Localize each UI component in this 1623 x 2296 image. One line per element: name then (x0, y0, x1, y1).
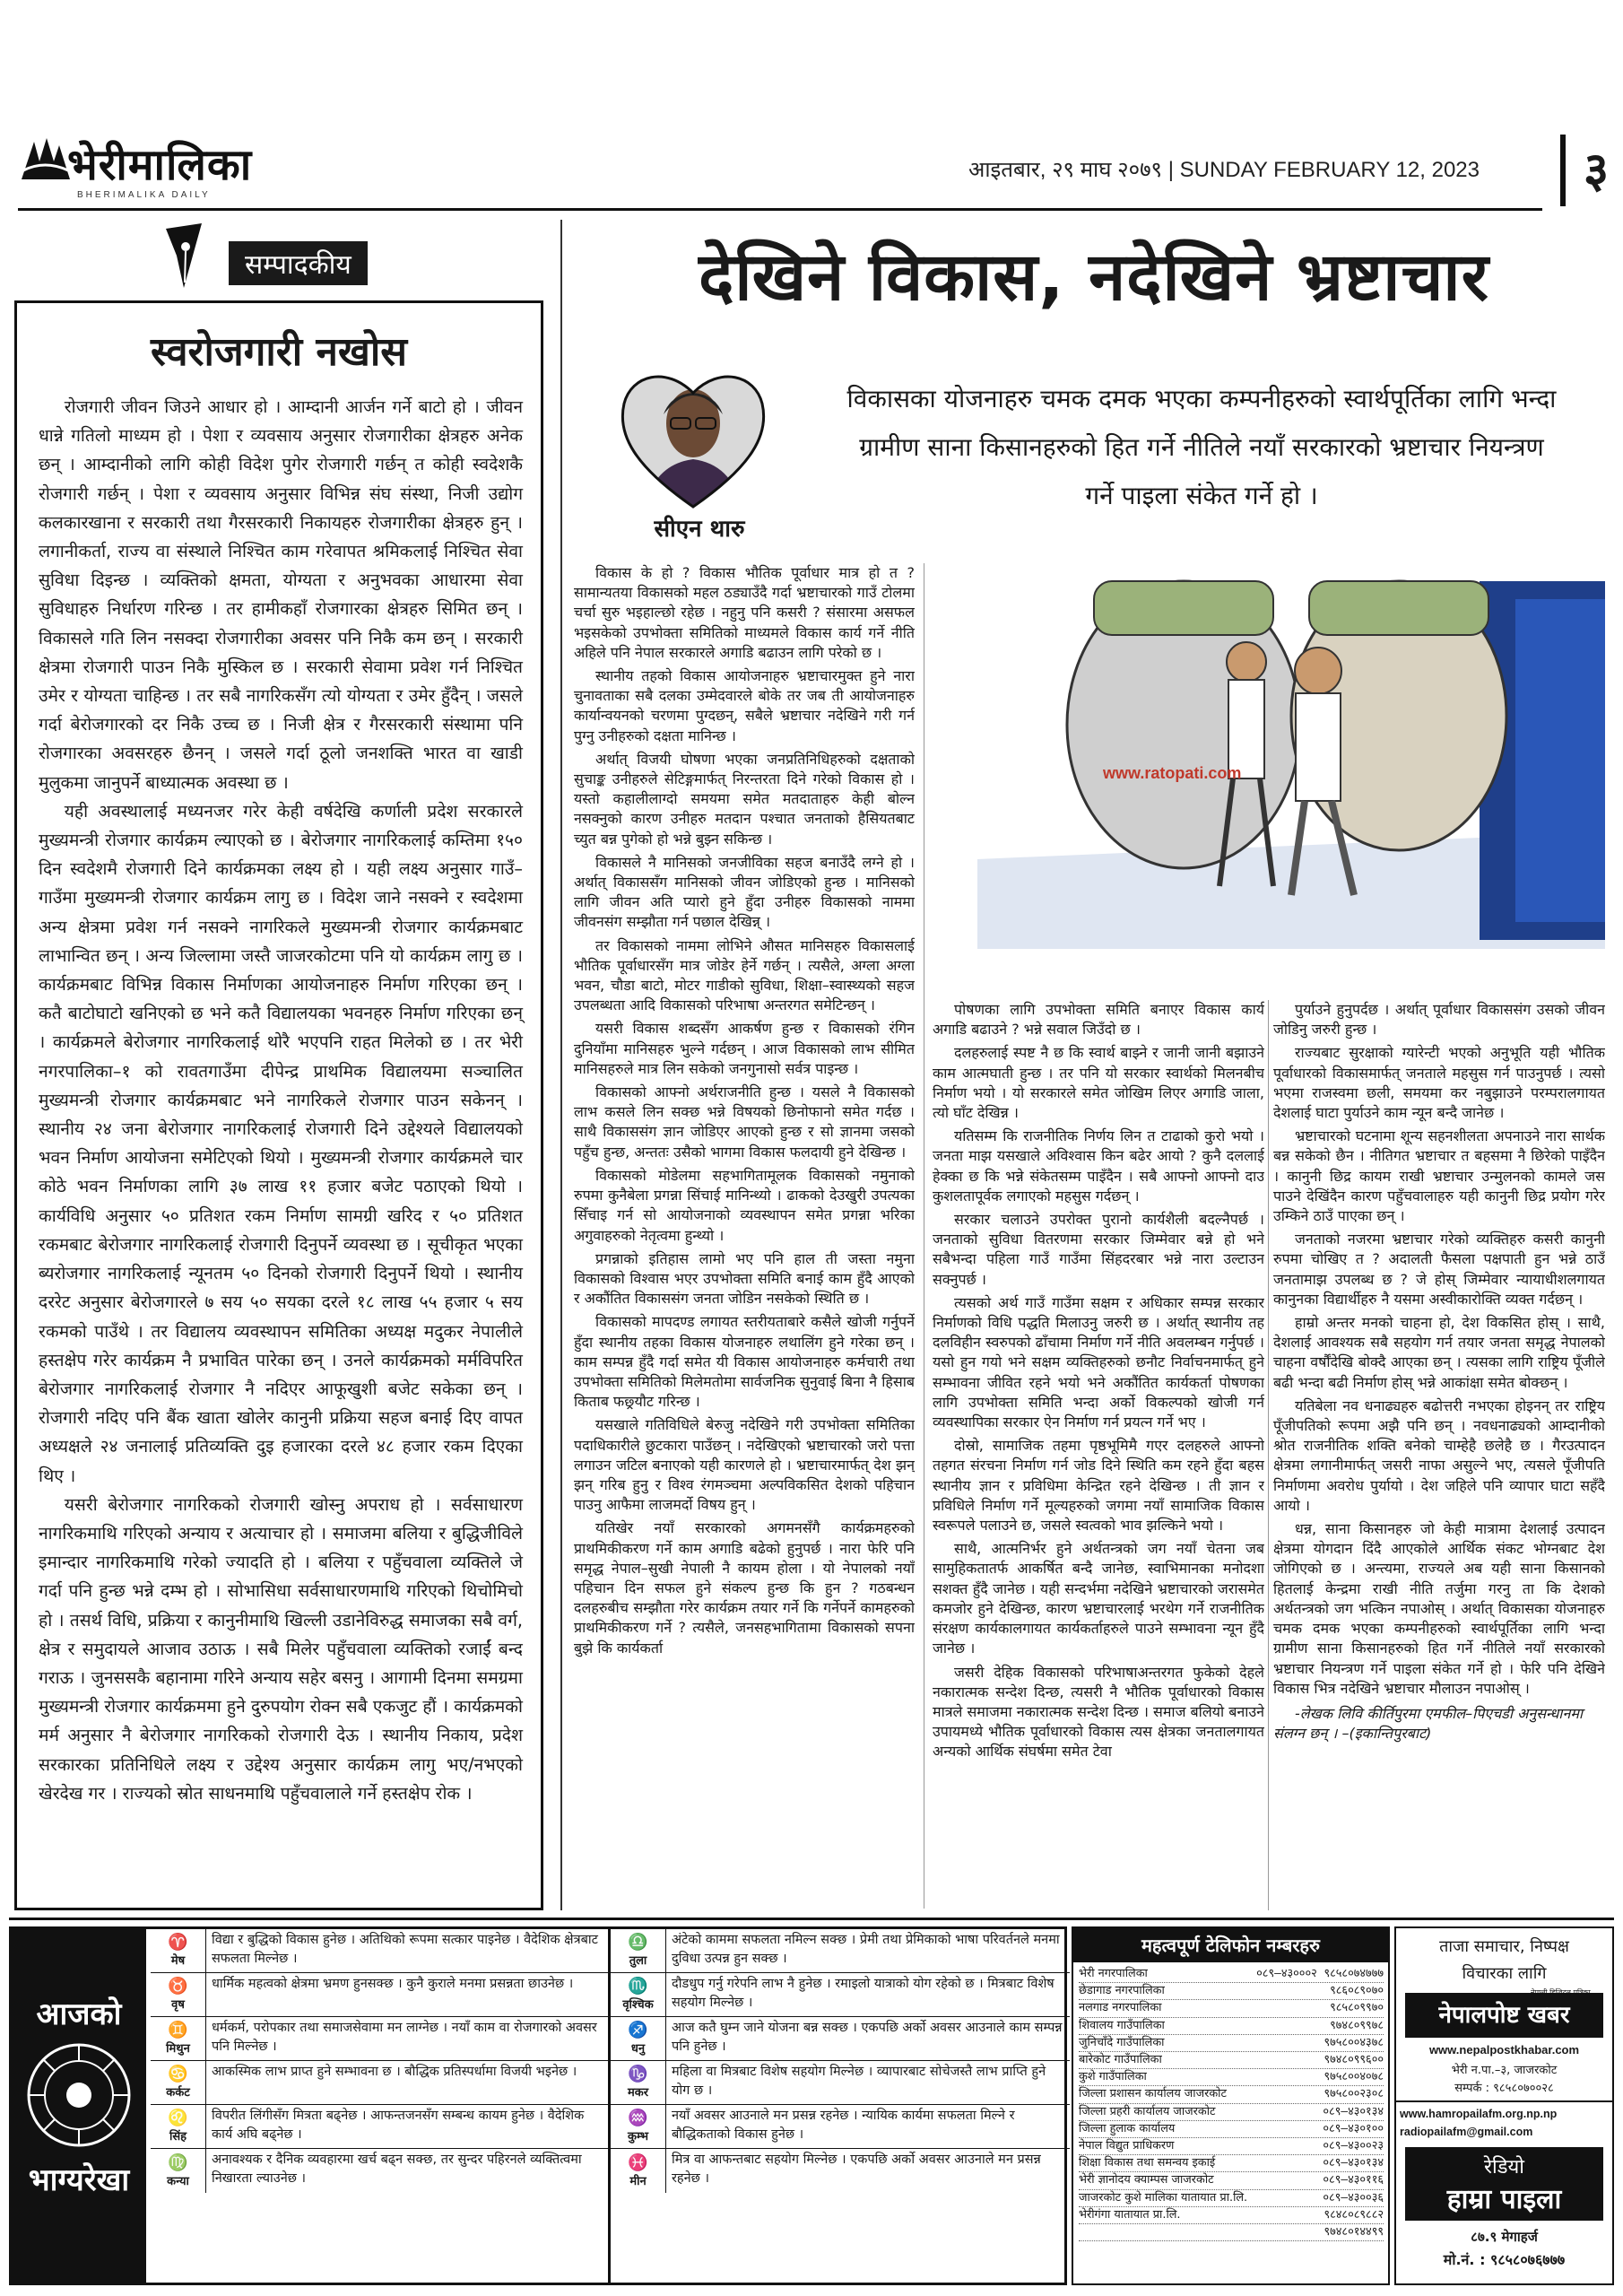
phone-directory (1072, 1926, 1390, 2285)
cancer-icon: ♋ (168, 2065, 188, 2083)
ad-nepalpost-phone: सम्पर्क : ९८५८०७००२८ (1454, 2082, 1554, 2095)
horoscope-row (611, 2061, 1070, 2105)
editorial-section-label: सम्पादकीय (229, 241, 368, 285)
phone-row (1079, 2155, 1384, 2172)
phone-entity: कुशे गाउँपालिका (1079, 2070, 1147, 2084)
horoscope-text: आज कतै घुम्न जाने योजना बन्न सक्छ । एकपछि अर्को अवसर आउनाले काम सम्पन्न पनि हुनेछ । (672, 2021, 1063, 2054)
horoscope-text: नयाँ अवसर आउनाले मन प्रसन्न रहनेछ । न्यायिक कार्यमा सफलता मिल्ने र बौद्धिकताको विकास हुनेछ । (672, 2109, 1015, 2142)
phone-number: ९७५८००४३७८ (1324, 2035, 1384, 2049)
horoscope-row (151, 1973, 610, 2017)
horoscope-row (611, 2105, 1070, 2149)
article-paragraph: विकास के हो ? विकास भौतिक पूर्वाधार मात्र हो त ? सामान्यतया विकासको महल ठड्याउँदै गर्दा भ्रष्टाचारको गाउँ टोलमा चर्चा सुरु भइहाल्छो रहेछ । नहुनु पनि कसरी ? संसारमा असफल भइसकेको उपभोक्ता समितिको माध्यमले विकास कार्य गर्ने नीति अहिले पनि नेपाल सरकारले अगाडि बढाउन लागि परेको छ । (574, 564, 915, 661)
phone-row (1079, 2086, 1384, 2103)
editorial-label-group (157, 220, 363, 291)
horoscope-title-top: आजको (36, 1996, 122, 2032)
column-divider (560, 220, 562, 1910)
phone-entity: भेरीगंगा यातायात प्रा.लि. (1079, 2207, 1181, 2222)
zodiac-sign: ♉ वृष (151, 1973, 206, 2016)
ad-nepalpost-website[interactable]: www.nepalpostkhabar.com (1428, 2043, 1580, 2057)
article-paragraph: भ्रष्टाचारको घटनामा शून्य सहनशीलता अपनाउने नारा सार्थक बन्न सकेको छैन । नीतिगत भ्रष्टाचार त बहसमा नै छिरेको पाइँदैन । कानुनी छिद्र कायम राखी भ्रष्टाचार उन्मुलनको कामले जस पाउने देखिंदैन कारण पहुँचवालाहरु यही कानुनी छिद्र प्रयोग गरेर उम्किने ठाउँ पाएका छन् । (1273, 1127, 1605, 1225)
phone-number: ९८५८०९९७० (1330, 2001, 1384, 2015)
article-paragraph: धन्न, साना किसानहरु जो केही मात्रामा देशलाई उत्पादन क्षेत्रमा योगदान दिंदै आएकोले आर्थिक संकट भोग्नबाट देश जोगिएको छ । अन्त्यमा, राज्यले अब यही साना किसानको हितलाई केन्द्रमा राखी नीति तर्जुमा गरनु ता कि देशको अर्थतन्त्रको जग भत्किन नपाओस् । अर्थात् विकासका योजनाहरु चमक दमक भएका कम्पनीहरुको स्वार्थपूर्तिका लागि भन्दा ग्रामीण साना किसानहरुको हित गर्ने नीतिले नयाँ सरकारको भ्रष्टाचार नियन्त्रण गर्ने पाइला संकेत गर्ने हो । फेरि पनि देखिने विकास भित्र नदेखिने भ्रष्टाचार मौलाउन नपाओस् । (1273, 1520, 1605, 1697)
newspaper-logo-subtitle: BHERIMALIKA DAILY (77, 190, 211, 200)
ad-radio-logo (1405, 2147, 1603, 2221)
editorial-paragraph: यसरी बेरोजगार नागरिकको रोजगारी खोस्नु अपराध हो । सर्वसाधारण नागरिकमाथि गरिएको अन्याय र अत्याचार हो । समाजमा बलिया र बुद्धिजीविले इमान्दार नागरिकमाथि गरेको ज्यादति हो । बलिया र पहुँचवाला व्यक्तिले जे गर्दा पनि हुन्छ भन्ने दम्भ हो । सोभासिधा सर्वसाधारणमाथि गरिएको थिचोमिचो हो । तसर्थ विधि, प्रक्रिया र कानुनीमाथि खिल्ली उडानेविरुद्ध समाजका सबै वर्ग, क्षेत्र र समुदायले आजाव उठाऊ । सबै मिलेर पहुँचवाला व्यक्तिको रजाईं बन्द गराऊ । जुनससकै बहानामा गरिने अन्याय सहेर बसनु । आगामी दिनमा समग्रमा मुख्यमन्त्री रोजगार कार्यक्रममा हुने दुरुपयोग रोक्न सबै एकजुट हौं । कार्यक्रमको मर्म अनुसार नै बेरोजगार नागरिकको रोजगारी देऊ । स्थानीय निकाय, प्रदेश सरकारका प्रतिनिधिले लक्ष्य र उद्देश्य अनुसार कार्यक्रम लागु भए/नभएको खेरदेख गर । राज्यको स्रोत साधनमाथि पहुँचवालाले गर्ने हस्तक्षेप रोक । (39, 1493, 523, 1804)
article-paragraph: दोस्रो, सामाजिक तहमा पृष्ठभूमिमै गएर दलहरुले आफ्नो तहगत संरचना निर्माण गर्न जोड दिने स्थिति कम रहने हुँदा बहस स्थानीय ज्ञान र प्रविधिमा केन्द्रित रहने देखिन्छ । ती ज्ञान र प्रविधिले निर्माण गर्ने मूल्यहरुको जगमा नयाँ सामाजिक विकास स्वरूपले पलाउने छ, जसले स्वत्वको भाव झल्किने भयो । (933, 1437, 1264, 1535)
phone-row (1079, 2000, 1384, 2017)
phone-number: ०८९–४३०१३४ (1323, 2156, 1384, 2170)
article-paragraph: यतिखेर नयाँ सरकारको अगमनसँगै कार्यक्रमहरुको प्राथमिकीकरण गर्ने काम अगाडि बढेको हुनुपर्छ । नारा फेरि पनि समृद्ध नेपाल–सुखी नेपाली नै कायम होला । यो नेपालको नयाँ पहिचान दिन सफल हुने संकल्प हुन्छ कि हुन ? गठबन्धन दलहरुबीच सम्झौता गरेर कार्यक्रम तयार गर्ने कि गर्नेपर्ने कामहरुको प्राथमिकीकरण गर्ने ? त्यसैले, जनसहभागितामा विकासको सपना बुझे कि कार्यकर्ता (574, 1519, 915, 1657)
zodiac-sign: ♐ धनु (611, 2017, 666, 2060)
zodiac-wheel-icon (25, 2041, 133, 2149)
zodiac-sign: ♌ सिंह (151, 2105, 206, 2148)
phone-number: ०८९–४३००२३ (1323, 2139, 1384, 2153)
article-paragraph: अर्थात् विजयी घोषणा भएका जनप्रतिनिधिहरुको दक्षताको सुचाङ्क उनीहरुले सेटिङ्गमार्फत् निरन्तरता दिने गरेको विकास हो । यस्तो कहालीलाग्दो समयमा समेत मतदाताहरु केही बोल्न नसक्नुको कारण उनीहरु मतदान पश्चात जनताको हैसियतबाट च्युत बन्न पुगेको हो भन्ने बुझ्न सकिन्छ । (574, 750, 915, 848)
cartoon-illustration (977, 563, 1605, 949)
editorial-paragraph: यही अवस्थालाई मध्यनजर गरेर केही वर्षदेखि कर्णाली प्रदेश सरकारले मुख्यमन्त्री रोजगार कार्यक्रम ल्याएको छ । बेरोजगार नागरिकलाई कम्तिमा १५० दिन स्वदेशमै रोजगारी दिने कार्यक्रमका लक्ष्य हो । यही लक्ष्य अनुसार गाउँ–गाउँमा मुख्यमन्त्री रोजगार कार्यक्रम लागु छ । विदेश जाने नसक्ने र स्वदेशमा अन्य क्षेत्रमा प्रवेश गर्न नसक्ने नागरिकले मुख्यमन्त्री रोजगार कार्यक्रमबाट लाभान्वित छन् । अन्य जिल्लामा जस्तै जाजरकोटमा पनि यो कार्यक्रम लागु छ । कार्यक्रमबाट विभिन्न विकास निर्माणका आयोजनाहरु निर्माण गरिएका छन् । कतै बाटोघाटो खनिएको छ भने कतै विद्यालयका भवनहरु निर्माण गरिएका छन् । कार्यक्रमले बेरोजगार नागरिकलाई थोरै भएपनि राहत मिलेको छ । तर भेरी नगरपालिका–१ को रावतगाउँमा दीपेन्द्र प्राथमिक विद्यालयमा सञ्चालित मुख्यमन्त्री रोजगार कार्यक्रमबाट भने नागरिकले रोजगार पाउन सकेनन् । स्थानीय २४ जना बेरोजगार नागरिकलाई रोजगारी दिने उद्देश्यले विद्यालयको भवन निर्माण आयोजना समेटिएको थियो । मुख्यमन्त्री रोजगार कार्यक्रमले चार कोठे भवन निर्माणका लागि ३७ लाख ११ हजार बजेट पठाएको थियो । कार्यविधि अनुसार ५० प्रतिशत रकम निर्माण सामग्री खरिद र ५० प्रतिशत रकमबाट बेरोजगार नागरिकलाई रोजगारी दिनुपर्ने व्यवस्था छ । सूचीकृत भएका ब्यरोजगार नागरिकलाई न्यूनतम ५० दिनको रोजगारी दिनुपर्ने थियो । स्थानीय दररेट अनुसार बेरोजगारले ७ सय ५० सयका दरले १८ लाख ५५ हजार ५ सय रकमको पाउँथे । तर विद्यालय व्यवस्थापन समितिका अध्यक्ष मदुकर नेपालीले हस्तक्षेप गरेर कार्यक्रम नै प्रभावित पारेका छन् । उनले कार्यक्रमको मर्मविपरित बेरोजगार नागरिकलाई रोजगार नै नदिएर आफूखुशी बजेट सकेका छन् । रोजगारी नदिए पनि बैंक खाता खोलेर कानुनी प्रक्रिया सहज बनाई दिए वापत अध्यक्षले २४ जनालाई प्रतिव्यक्ति दुइ हजारका दरले ४८ हजार रकम दिएका थिए । (39, 800, 523, 1486)
bottom-band-rule (9, 1918, 1614, 1920)
phone-row (1079, 2069, 1384, 2086)
editorial-box (14, 300, 543, 1910)
phone-entity: बारेकोट गाउँपालिका (1079, 2053, 1162, 2067)
horoscope-right-column (611, 1929, 1070, 2193)
phone-number: ०८९–४३०११६ (1323, 2173, 1384, 2187)
phone-entity: भेरी ज्ञानोदय क्याम्पस जाजरकोट (1079, 2173, 1214, 2187)
article-paragraph: यतिसम्म कि राजनीतिक निर्णय लिन त टाढाको कुरो भयो । जनता माझ यसखाले अविश्वास किन बढेर आयो ? कुनै दललाई हेक्का छ कि भन्ने संकेतसम्म पाइँदैन । सबै आफ्नो आफ्नो दाउ कुशलतापूर्वक लगाएको महसुस गर्दछन् । (933, 1127, 1264, 1205)
phone-row (1079, 2104, 1384, 2121)
pen-nib-icon (157, 220, 211, 291)
horoscope-title-block (12, 1929, 146, 2283)
horoscope-text: महिला वा मित्रबाट विशेष सहयोग मिल्नेछ । व्यापारबाट सोचेजस्तै लाभ प्राप्ति हुने योग छ । (672, 2065, 1046, 2098)
horoscope-row (151, 2017, 610, 2061)
horoscope-title-bottom: भाग्यरेखा (28, 2162, 130, 2198)
libra-icon: ♎ (628, 1933, 648, 1952)
horoscope-row (611, 2017, 1070, 2061)
article-paragraph: विकासको मोडेलमा सहभागितामूलक विकासको नमुनाको रुपमा कुनैबेला प्रगन्ना सिंचाई मानिन्थ्यो । ढाकको देउखुरी उपत्यका सिँचाइ गर्न सो आयोजनाको व्यवस्थापन समेत प्रगन्ना भरिका अगुवाहरुको नेतृत्वमा हुन्थ्यो । (574, 1166, 915, 1244)
phone-row (1079, 1983, 1384, 2000)
scorpio-icon: ♏ (628, 1977, 648, 1996)
horoscope-row (151, 1929, 610, 1973)
ad-nepalpost-tag: नेपाली डिजिटल पत्रिका (1531, 1988, 1591, 1996)
article-headline: देखिने विकास, नदेखिने भ्रष्टाचार (699, 239, 1489, 316)
phone-directory-title: महत्वपूर्ण टेलिफोन नम्बरहरु (1073, 1928, 1388, 1962)
ad-radio-website[interactable]: www.hamropailafm.org.np.np (1400, 2108, 1558, 2120)
horoscope-text: विपरीत लिंगीसँग मित्रता बढ्नेछ । आफन्तजनसँग सम्बन्ध कायम हुनेछ । वैदेशिक कार्य अघि बढ्नेछ । (212, 2109, 585, 2142)
masthead-rule (18, 208, 1542, 211)
ad-nepalpost-address: भेरी न.पा.–३, जाजरकोट (1451, 2064, 1558, 2077)
ad-nepalpost-tagline: ताजा समाचार, निष्पक्ष (1439, 1937, 1569, 1956)
phone-number: ९७५८००२३०८ (1324, 2087, 1384, 2101)
phone-row (1079, 2138, 1384, 2155)
article-paragraph: यतिबेला नव धनाढ्यहरु बढोत्तरी नभएका होइनन् तर राष्ट्रिय पूँजीपतिको रूपमा अझै पनि छन् । नवधनाढ्यको आम्दानीको श्रोत राजनीतिक शक्ति बनेको चाम्हेहै छलेहै छ । गैरउत्पादन क्षेत्रमा लगानीमार्फत् जसरी नाफा असुल्ने भए, त्यसले पूँजीपति निर्माणमा अवरोध पुर्यायो । देश जहिले पनि व्यापार घाटा सहँदै आयो । (1273, 1396, 1605, 1514)
phone-row (1079, 2052, 1384, 2069)
newspaper-logo: भेरीमालिका (67, 140, 253, 190)
horoscope-text: अंटेको काममा सफलता नमिल्न सक्छ । प्रेमी तथा प्रेमिकाको भाषा परिवर्तनले मनमा दुविधा उत्पन्न हुन सक्छ । (672, 1933, 1060, 1966)
phone-row (1079, 1966, 1384, 1983)
ad-radio-frequency: ८७.९ मेगाहर्ज (1471, 2229, 1538, 2245)
phone-row (1079, 2207, 1384, 2224)
article-paragraph: पुर्याउने हुनुपर्दछ । अर्थात् पूर्वाधार विकाससंग उसको जीवन जोडिनु जरुरी हुन्छ । (1273, 1001, 1605, 1039)
zodiac-sign: ♊ मिथुन (151, 2017, 206, 2060)
ad-radio-label: रेडियो (1484, 2156, 1524, 2179)
logo-emblem-icon (18, 135, 74, 185)
phone-row (1079, 2190, 1384, 2207)
phone-entity: नेपाल विद्युत प्राधिकरण (1079, 2139, 1175, 2153)
horoscope-text: धर्मकर्म, परोपकार तथा समाजसेवामा मन लाग्नेछ । नयाँ काम वा रोजगारको अवसर पनि मिल्नेछ । (212, 2021, 597, 2054)
article-paragraph: राज्यबाट सुरक्षाको ग्यारेन्टी भएको अनुभूति यही भौतिक पूर्वाधारको विकासमार्फत् जनताले महसुस गर्न पाउनुपर्छ । त्यसो भएमा राजस्वमा छली, समयमा कर नबुझाउने परम्परालगायत देशलाई घाटा पुर्याउने काम न्यून बन्दै जानेछ । (1273, 1044, 1605, 1122)
horoscope-left-column (151, 1929, 610, 2193)
horoscope-text: आकस्मिक लाभ प्राप्त हुने सम्भावना छ । बौद्धिक प्रतिस्पर्धामा विजयी भइनेछ । (212, 2065, 577, 2079)
issue-date: आइतबार, २९ माघ २०७९ | SUNDAY FEBRUARY 12, 2023 (968, 158, 1480, 182)
taurus-icon: ♉ (168, 1977, 188, 1996)
article-paragraph: विकासको मापदण्ड लगायत स्तरीयताबारे कसैले खोजी गर्नुपर्ने हुँदा स्थानीय तहका विकास योजनाहरु लथालिंग हुने गरेका छन् । काम सम्पन्न हुँदै गर्दा समेत यी विकास आयोजनाहरु कर्मचारी तथा उपभोक्ता समितिको मिलेमतोमा सार्वजनिक सुनुवाई बिना नै हिसाब किताब फछ्र्यौट गरिन्छ । (574, 1313, 915, 1411)
phone-number: ९७४८०१४४९९ (1324, 2225, 1384, 2239)
horoscope-text: अनावश्यक र दैनिक व्यवहारमा खर्च बढ्न सक्छ, तर सुन्दर पहिरनले व्यक्तित्वमा निखारता ल्याउनेछ । (212, 2152, 582, 2186)
capricorn-icon: ♑ (628, 2065, 648, 2083)
phone-entity: शिवालय गाउँपालिका (1079, 2018, 1165, 2032)
article-column-1 (574, 563, 915, 1909)
author-name: सीएन थारु (654, 516, 745, 543)
phone-row (1079, 2224, 1384, 2241)
zodiac-sign: ♒ कुम्भ (611, 2105, 666, 2148)
zodiac-sign: ♏ वृश्चिक (611, 1973, 666, 2016)
article-paragraph: जसरी देहिक विकासको परिभाषाअन्तरगत फुकेको देहले नकारात्मक सन्देश दिन्छ, त्यसरी नै भौतिक पूर्वाधारको विकास मात्रले समाजमा नकारात्मक सन्देश दिन्छ । समाज बलियो बनाउने उपायमध्ये भौतिक पूर्वाधारको विकास त्यस क्षेत्रका जनतालगायत अन्यको आर्थिक संघर्षमा समेत टेवा (933, 1663, 1264, 1761)
leo-icon: ♌ (168, 2109, 188, 2127)
editorial-title: स्वरोजगारी नखोस (150, 329, 408, 375)
cartoon-credit: www.ratopati.com (1103, 764, 1242, 782)
phone-number: ९८४८०८९८८२ (1324, 2207, 1384, 2222)
article-column-2 (933, 1000, 1264, 1910)
sagittarius-icon: ♐ (628, 2021, 648, 2039)
gemini-icon: ♊ (168, 2021, 188, 2039)
phone-entity: भेरी नगरपालिका (1079, 1967, 1148, 1980)
article-paragraph: दलहरुलाई स्पष्ट नै छ कि स्वार्थ बाझ्ने र जानी जानी बझाउने काम आत्मघाती हुन्छ । तर पनि यो सरकार स्वार्थको मिलनबीच निर्माण भयो । यो सरकारले समेत जोखिम लिएर अगाडि जाला, त्यो घाँट देखिन्न । (933, 1044, 1264, 1122)
article-paragraph: साथै, आत्मनिर्भर हुने अर्थतन्त्रको जग नयाँ चेतना जब सामुहिकतातर्फ आकर्षित बन्दै जानेछ, स्वाभिमानका मनोदशा सशक्त हुँदै जानेछ । यही सन्दर्भमा नदेखिने भ्रष्टाचारको जरासमेत कमजोर हुने देखिन्छ, कारण भ्रष्टाचारलाई भरथेग गर्ने राजनीतिक संरक्षण कार्यकालगायत कार्यकर्ताहरुले पाउने सम्भावना न्यून हुँदै जानेछ । (933, 1540, 1264, 1657)
article-paragraph: हाम्रो अन्तर मनको चाहना हो, देश विकसित होस् । साथै, देशलाई आवश्यक सबै सहयोग गर्न तयार जनता समृद्ध नेपालको चाहना वर्षौंदेखि बोक्दै आएका छन् । त्यसका लागि राष्ट्रिय पूँजीले बढी भन्दा बढी निर्माण होस् भन्ने आकांक्षा समेत बोक्छन् । (1273, 1314, 1605, 1391)
phone-list (1079, 1966, 1384, 2241)
horoscope-row (151, 2149, 610, 2193)
phone-number: ०८९–४३०००२ ९८५८०७४७७७ (1256, 1967, 1384, 1980)
phone-number: ९७४८०९९७८ (1330, 2018, 1384, 2032)
zodiac-sign: ♋ कर्कट (151, 2061, 206, 2104)
author-photo (617, 359, 769, 511)
zodiac-sign: ♓ मीन (611, 2149, 666, 2193)
zodiac-sign: ♎ तुला (611, 1929, 666, 1972)
phone-entity: जुनिचाँदे गाउँपालिका (1079, 2035, 1165, 2049)
phone-row (1079, 2121, 1384, 2138)
masthead (18, 135, 1610, 206)
article-column-3 (1273, 1000, 1605, 1910)
author-note: -लेखक लिवि कीर्तिपुरमा एमफील–पिएचडी अनुसन्धानमा संलग्न छन् । –(इकान्तिपुरबाट) (1273, 1704, 1584, 1743)
horoscope-text: धार्मिक महत्वको क्षेत्रमा भ्रमण हुनसक्छ । कुनै कुराले मनमा प्रसन्नता छाउनेछ । (212, 1977, 574, 1991)
article-paragraph: स्थानीय तहको विकास आयोजनाहरु भ्रष्टाचारमुक्त हुने नारा चुनावताका सबै दलका उम्मेदवारले बोके तर जब ती आयोजनाहरु कार्यान्वयनको चरणमा पुग्दछन्, सबैले भ्रष्टाचार नदेखिने गरी गर्न पुग्नु उनीहरुको दक्षता मानिन्छ । (574, 667, 915, 744)
phone-number: ०८९–४३०१०० (1323, 2121, 1384, 2135)
phone-number: ९७४८०९९६०० (1324, 2053, 1384, 2067)
ad-nepalpost-tagline-2: विचारका लागि (1462, 1964, 1547, 1983)
horoscope-text: विद्या र बुद्धिको विकास हुनेछ । अतिथिको रूपमा सत्कार पाइनेछ । वैदेशिक क्षेत्रबाट सफलता मिल्नेछ । (212, 1933, 598, 1966)
zodiac-sign: ♑ मकर (611, 2061, 666, 2104)
article-paragraph: तर विकासको नाममा लोभिने औसत मानिसहरु विकासलाई भौतिक पूर्वाधारसँग मात्र जोडेर हेर्ने गर्छन् । त्यसैले, अग्ला अग्ला भवन, चौडा बाटो, मोटर गाडीको सुविधा, शिक्षा–स्वास्थ्यको सहज उपलब्धता आदि विकासको परिभाषा अन्तरगत समेटिन्छन् । (574, 936, 915, 1014)
article-paragraph: यसखाले गतिविधिले बेरुजु नदेखिने गरी उपभोक्ता समितिका पदाधिकारीले छुटकारा पाउँछन् । नदेखिएको भ्रष्टाचारको जरो पत्ता लगाउन जटिल बनाएको यही कारणले हो । भ्रष्टाचारमार्फत् देश झन् झन् गरिब हुनु र विश्व रंगमञ्चमा अल्पविकसित देशको पहिचान पाउनु आफैमा लाजमर्दो विषय हुन् । (574, 1416, 915, 1514)
column-divider (1268, 1000, 1269, 1910)
phone-row (1079, 2035, 1384, 2052)
masthead-divider (1560, 135, 1566, 206)
zodiac-sign: ♈ मेष (151, 1929, 206, 1972)
ad-divider (1396, 2100, 1612, 2102)
phone-entity: नलगाड नगरपालिका (1079, 2001, 1162, 2015)
ad-column (1394, 1926, 1614, 2285)
phone-entity: छेडागाड नगरपालिका (1079, 1984, 1165, 1998)
article-paragraph: सरकार चलाउने उपरोक्त पुरानो कार्यशैली बदल्नैपर्छ । जनताको सुविधा वितरणमा सरकार जिम्मेवार बन्ने हो भने सबैभन्दा पहिला गाउँ गाउँमा सिंहदरबार भन्ने नारा उल्टाउन सक्नुपर्छ । (933, 1211, 1264, 1288)
horoscope-row (611, 1929, 1070, 1973)
phone-entity: शिक्षा विकास तथा समन्वय इकाई (1079, 2156, 1216, 2170)
phone-number: ०८९–४३००३६ (1323, 2190, 1384, 2205)
phone-entity: जिल्ला प्रहरी कार्यालय जाजरकोट (1079, 2104, 1216, 2118)
article-paragraph: प्रगन्नाको इतिहास लामो भए पनि हाल ती जस्ता नमुना विकासको विश्वास भएर उपभोक्ता समिति बनाई काम हुँदै आएको र अकौंतित विकाससंग जनता जोडिन नसकेको स्थिति छ । (574, 1249, 915, 1308)
horoscope-text: दौडधुप गर्नु गरेपनि लाभ नै हुनेछ । रमाइलो यात्राको योग रहेको छ । मित्रबाट विशेष सहयोग मिल्नेछ । (672, 1977, 1055, 2010)
article-paragraph: पोषणका लागि उपभोक्ता समिति बनाएर विकास कार्य अगाडि बढाउने ? भन्ने सवाल जिउँदो छ । (933, 1001, 1264, 1039)
phone-number: ०८९–४३०१३४ (1323, 2104, 1384, 2118)
editorial-paragraph: रोजगारी जीवन जिउने आधार हो । आम्दानी आर्जन गर्ने बाटो हो । जीवन धान्ने गतिलो माध्यम हो । पेशा र व्यवसाय अनुसार रोजगारीका क्षेत्रहरु अनेक छन् । आम्दानीको लागि कोही विदेश पुगेर रोजगारी गर्छन् त कोही स्वदेशकै रोजगारी गर्छन् । पेशा र व्यवसाय अनुसार विभिन्न संघ संस्था, निजी उद्योग कलकारखाना र सरकारी तथा गैरसरकारी निकायहरु रोजगारीका क्षेत्रहरु हुन् । लगानीकर्ता, राज्य वा संस्थाले निश्चित काम गरेवापत श्रमिकलाई निश्चित सेवा सुविधा दिइन्छ । व्यक्तिको क्षमता, योग्यता र अनुभवका आधारमा सेवा सुविधाहरु निर्धारण गरिन्छ । तर हामीकहाँ रोजगारका क्षेत्रहरु सिमित छन् । विकासले गति लिन नसक्दा रोजगारीका अवसर पनि निकै कम छन् । सरकारी क्षेत्रमा रोजगारी पाउन निकै मुस्किल छ । सरकारी सेवामा प्रवेश गर्न निश्चित उमेर र योग्यता चाहिन्छ । तर सबै नागरिकसँग त्यो योग्यता र उमेर हुँदैन् । जसले गर्दा बेरोजगारको दर निकै उच्च छ । निजी क्षेत्र र गैरसरकारी संस्थामा पनि रोजगारका अवसरहरु छैनन् । जसले गर्दा ठूलो जनशक्ति भारत वा खाडी मुलुकमा जानुपर्ने बाध्यात्मक अवस्था छ । (39, 396, 523, 793)
editorial-body (39, 393, 523, 1808)
phone-entity: जिल्ला हुलाक कार्यालय (1079, 2121, 1176, 2135)
page-number: ३ (1584, 142, 1610, 198)
ad-radio-mobile: मो.नं. : ९८५८०७६७७७ (1443, 2251, 1566, 2268)
horoscope-row (611, 2149, 1070, 2193)
virgo-icon: ♍ (168, 2152, 188, 2172)
ad-nepalpost-logo: नेपालपोष्ट खबर (1405, 1993, 1603, 2038)
phone-entity: जिल्ला प्रशासन कार्यालय जाजरकोट (1079, 2087, 1227, 2101)
article-deck: विकासका योजनाहरु चमक दमक भएका कम्पनीहरुको स्वार्थपूर्तिका लागि भन्दा ग्रामीण साना किसानहरुको हित गर्ने नीतिले नयाँ सरकारको भ्रष्टाचार नियन्त्रण गर्ने पाइला संकेत गर्ने हो । (846, 384, 1557, 510)
ad-radio-email[interactable]: radiopailafm@gmail.com (1400, 2126, 1533, 2138)
horoscope-row (611, 1973, 1070, 2017)
phone-row (1079, 2018, 1384, 2035)
article-paragraph: विकासले नै मानिसको जनजीविका सहज बनाउँदै लग्ने हो । अर्थात् विकाससँग मानिसको जीवन जोडिएको हुन्छ । मानिसको लागि जीवन अति प्यारो हुने हुँदा उनीहरु विकासको नाममा जीवनसंग सम्झौता गर्न पछाल देखिन्न् । (574, 853, 915, 931)
phone-entity: जाजरकोट कुशे मालिका यातायात प्रा.लि. (1079, 2190, 1248, 2205)
pisces-icon: ♓ (628, 2152, 648, 2172)
horoscope-box (9, 1926, 1067, 2285)
article-paragraph: यसरी विकास शब्दसँग आकर्षण हुन्छ र विकासको रंगिन दुनियाँमा मानिसहरु भुल्ने गर्दछन् । आज विकासको लाभ सीमित मानिसहरुले मात्र लिन सकेको जनगुनासो सर्वत्र पाइन्छ । (574, 1020, 915, 1077)
aquarius-icon: ♒ (628, 2109, 648, 2127)
phone-number: ९८६०८९०७० (1330, 1984, 1384, 1998)
zodiac-sign: ♍ कन्या (151, 2149, 206, 2193)
ad-radio-name: हाम्रा पाइला (1446, 2184, 1562, 2215)
article-paragraph: त्यसको अर्थ गाउँ गाउँमा सक्षम र अधिकार सम्पन्न सरकार निर्माणको विधि पद्धति मिलाउनु जरुरी छ । अर्थात् स्थानीय तह दलविहीन स्वरुपको ढाँचामा निर्माण गर्ने नीति अवलम्बन गर्नुपर्छ । यसो हुन गयो भने सक्षम व्यक्तिहरुको छनौट निर्वाचनमार्फत् हुने सम्भावना जीवित रहने भयो भने अकौंतित कार्यकर्ता पोषणका लागि उपभोक्ता समिति भन्दा अर्को विकल्पको खोजी गर्न व्यवस्थापिका सरकार ऐन निर्माण गर्न प्रयत्न गर्ने भए । (933, 1293, 1264, 1431)
horoscope-text: मित्र वा आफन्तबाट सहयोग मिल्नेछ । एकपछि अर्को अवसर आउनाले मन प्रसन्न रहनेछ । (672, 2152, 1041, 2186)
phone-row (1079, 2172, 1384, 2189)
horoscope-row (151, 2105, 610, 2149)
article-paragraph: जनताको नजरमा भ्रष्टाचार गरेको व्यक्तिहरु कसरी कानुनी रुपमा चोखिए त ? अदालती फैसला पक्षपाती हुन भन्ने ठाउँ जनतामाझ उपलब्ध छ ? जे होस् जिम्मेवार न्यायाधीशलगायत कानुनका विद्यार्थीहरु नै यसमा अस्वीकारोक्ति व्यक्त गर्दछन् । (1273, 1231, 1605, 1308)
aries-icon: ♈ (168, 1933, 188, 1952)
phone-number: ९७५८००४०७८ (1324, 2070, 1384, 2084)
article-paragraph: विकासको आफ्नो अर्थराजनीति हुन्छ । यसले नै विकासको लाभ कसले लिन सक्छ भन्ने विषयको छिनोफानो समेत गर्दछ । साथै विकाससंग ज्ञान जोडिएर आएको हुन्छ र सो ज्ञानमा जसको पहुँच हुन्छ, अन्ततः उसैको भागमा विकास फलदायी हुने देखिन्छ । (574, 1083, 915, 1161)
horoscope-row (151, 2061, 610, 2105)
